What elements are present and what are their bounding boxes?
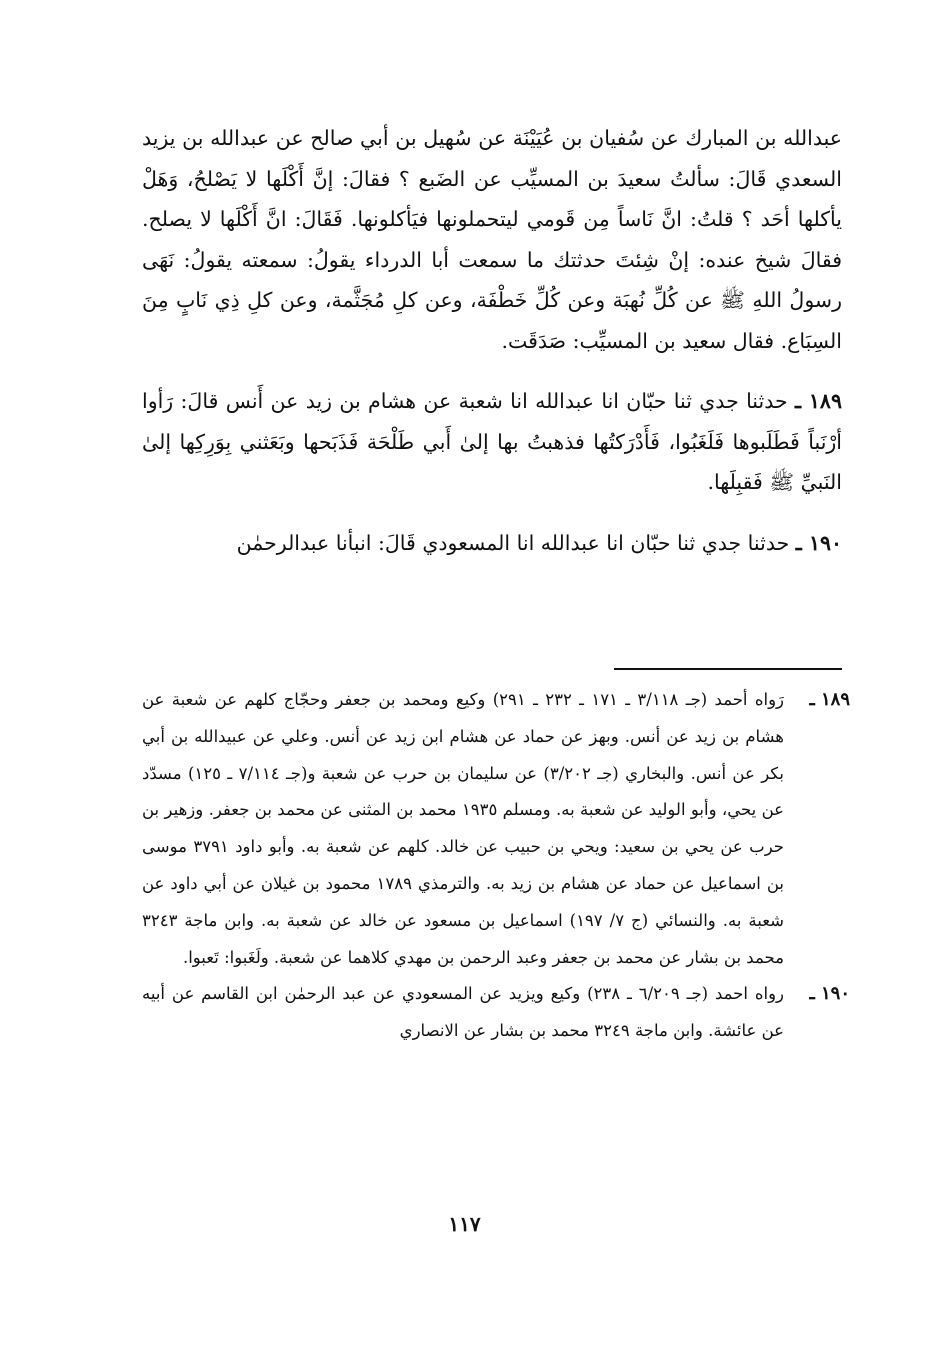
hadith-text: حدثنا جدي ثنا حبّان انا عبدالله انا شعبة عن هشام بن زيد عن أَنس قالَ: رَأوا أرْنَباً فَطَلَبوها فَلَغَبُوا، فَأَدْرَكتُها فذهبتُ بها إلىٰ أَبي طَلْحَة فَذَبَحها وبَعَثني بِوَرِكِها إلىٰ النَبيِّ ﷺ فَقبِلَها. xyxy=(142,389,842,494)
footnote-number: ١٨٩ ـ xyxy=(809,689,850,710)
footnotes xyxy=(142,682,850,1050)
footnote-separator xyxy=(614,668,842,670)
footnote-number: ١٩٠ ـ xyxy=(809,983,850,1005)
footnote-189 xyxy=(142,682,850,976)
hadith-number: ١٩٠ ـ xyxy=(795,530,842,555)
hadith-189 xyxy=(142,381,842,503)
footnote-text: رَواه أحمد (جـ ٣/١١٨ ـ ١٧١ ـ ٢٣٢ ـ ٢٩١) وكيع ومحمد بن جعفر وحجّاج كلهم عن شعبة عن هشام بن زيد عن أنس. وبهز عن حماد عن هشام ابن زيد عن أنس. وعلي عن عبيدالله بن أبي بكر عن أنس. والبخاري (جـ ٣/٢٠٢) عن سليمان بن حرب عن شعبة و(جـ ٧/١١٤ ـ ١٢٥) مسدّد عن يحي، وأبو الوليد عن شعبة به. ومسلم ١٩٣٥ محمد بن المثنى عن محمد بن جعفر. وزهير بن حرب عن يحي بن سعيد: ويحي بن حبيب عن خالد. كلهم عن شعبة به. وأبو داود ٣٧٩١ موسى بن اسماعيل عن حماد عن هشام بن زيد به. والترمذي ١٧٨٩ محمود بن غيلان عن أبي داود عن شعبة به. والنسائي (ج ٧/ ١٩٧) اسماعيل بن مسعود عن خالد عن شعبة به. وابن ماجة ٣٢٤٣ محمد بن بشار عن محمد بن جعفر وعبد الرحمن بن مهدي كلاهما عن شعبة. ولَغَبوا: تَعبوا. xyxy=(142,690,785,967)
page-number: ١١٧ xyxy=(448,1212,481,1236)
hadith-190 xyxy=(142,523,842,564)
footnote-text: رواه احمد (جـ ٦/٢٠٩ ـ ٢٣٨) وكيع ويزيد عن المسعودي عن عبد الرحمٰن ابن القاسم عن أبيه عن عائشة. وابن ماجة ٣٢٤٩ محمد بن بشار عن الانصاري xyxy=(142,984,785,1041)
footnote-190 xyxy=(142,976,850,1050)
hadith-number: ١٨٩ ـ xyxy=(794,389,842,413)
continuation-paragraph: عبدالله بن المبارك عن سُفيان بن عُيَيْنَة عن سُهيل بن أبي صالح عن عبدالله بن يزيد السعدي قَالَ: سألتُ سعيدَ بن المسيِّب عن الضَبع ؟ فقالَ: إنَّ أَكْلَها لا يَصْلحُ، وَهَلْ يأكلها أحَد ؟ قلتُ: انَّ نَاساً مِن قَومي ليتحملونها فيَأكلونها. فَقَالَ: انَّ أَكْلَها لا يصلح. فقالَ شيخ عنده: إنْ شِئتَ حدثتك ما سمعت أبا الدرداء يقولُ: سمعته يقولُ: نَهَى رسولُ اللهِ ﷺ عن كُلِّ نُهبَة وعن كُلِّ خَطْفَة، وعن كلِ مُجَثَّمة، وعن كلِ ذِي نَابٍ مِنَ السِبَاع. فقال سعيد بن المسيِّب: صَدَقَت. xyxy=(142,126,842,353)
hadith-text: حدثنا جدي ثنا حبّان انا عبدالله انا المسعودي قَالَ: انبأنا عبدالرحمٰن xyxy=(236,530,790,555)
main-text xyxy=(142,118,842,563)
